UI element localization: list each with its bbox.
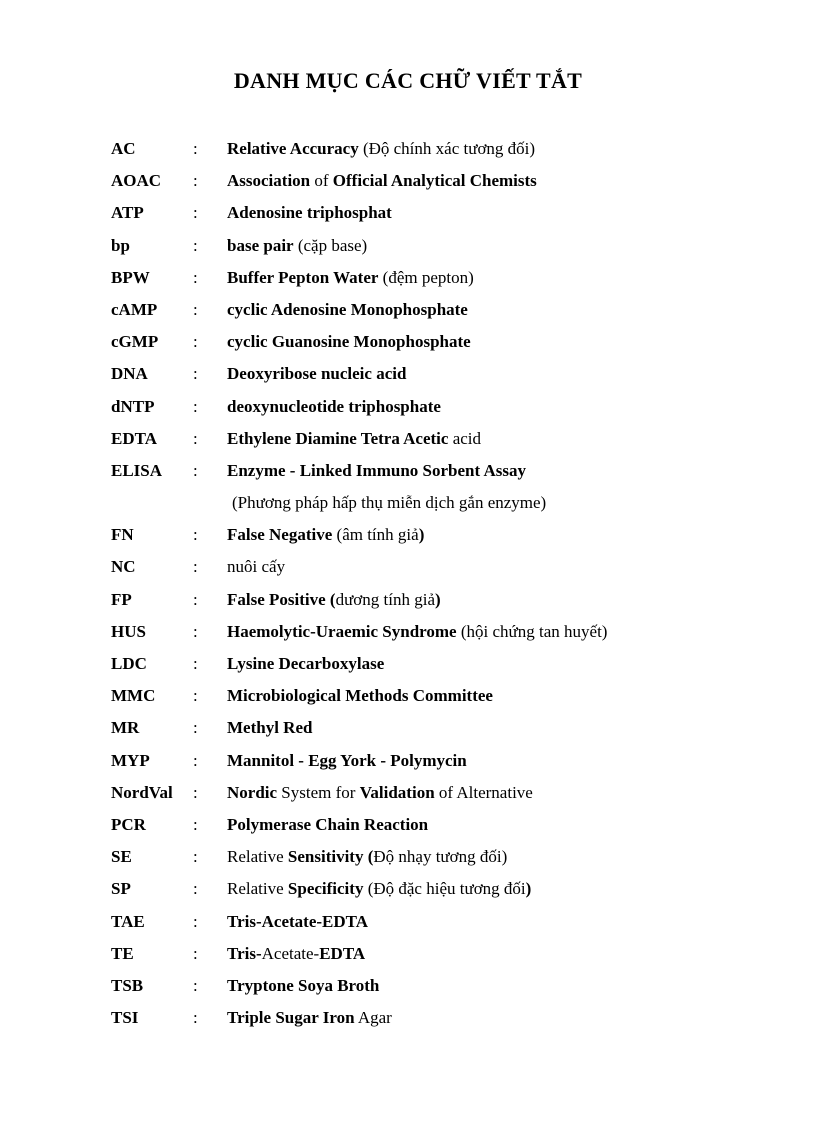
abbreviation-term: MMC — [111, 686, 156, 706]
abbreviation-row — [111, 684, 771, 716]
abbreviation-separator: : — [193, 364, 198, 384]
abbreviation-definition — [227, 684, 493, 708]
abbreviation-definition — [227, 523, 424, 547]
abbreviation-row — [111, 620, 771, 652]
abbreviation-definition — [227, 362, 406, 386]
abbreviation-definition — [227, 330, 471, 354]
abbreviation-separator: : — [193, 267, 198, 287]
abbreviation-separator: : — [193, 621, 198, 641]
abbreviation-separator: : — [193, 911, 198, 931]
definition-segment: base pair — [227, 235, 294, 255]
abbreviation-row — [111, 942, 771, 974]
abbreviation-definition — [227, 427, 481, 451]
abbreviation-row — [111, 877, 771, 909]
abbreviation-definition — [227, 201, 392, 225]
abbreviation-row — [111, 137, 771, 169]
definition-segment: Tris- — [227, 943, 262, 963]
abbreviation-term: cAMP — [111, 299, 158, 319]
definition-segment: Haemolytic-Uraemic Syndrome — [227, 621, 457, 641]
abbreviation-term: FP — [111, 589, 132, 609]
definition-segment: Tryptone Soya Broth — [227, 975, 380, 995]
definition-segment: (Phương pháp hấp thụ miễn dịch gắn enzyme) — [232, 493, 547, 513]
definition-segment: (đệm pepton) — [378, 267, 474, 287]
abbreviation-term: EDTA — [111, 428, 157, 448]
abbreviation-definition — [232, 491, 546, 515]
abbreviation-separator: : — [193, 847, 198, 867]
abbreviation-separator: : — [193, 139, 198, 158]
definition-segment: Official Analytical Chemists — [332, 171, 537, 191]
definition-segment: ) — [525, 879, 532, 899]
abbreviation-row — [111, 362, 771, 394]
abbreviation-separator: : — [193, 879, 198, 899]
abbreviation-row — [111, 845, 771, 877]
definition-segment: Sensitivity ( — [287, 847, 374, 867]
abbreviation-definition — [227, 620, 607, 644]
abbreviation-term: NordVal — [111, 782, 173, 802]
abbreviation-separator: : — [193, 557, 198, 577]
definition-segment: Buffer Pepton Water — [227, 267, 379, 287]
abbreviation-term: SP — [111, 879, 131, 899]
abbreviation-row — [111, 330, 771, 362]
definition-segment: Adenosine triphosphat — [227, 203, 392, 223]
definition-segment: Validation — [359, 782, 435, 802]
abbreviation-separator: : — [193, 1008, 198, 1028]
abbreviation-row — [111, 523, 771, 555]
definition-segment: cyclic Adenosine Monophosphate — [227, 299, 468, 319]
abbreviation-definition — [227, 395, 441, 419]
abbreviation-definition — [227, 877, 531, 901]
definition-segment: System for — [277, 782, 360, 802]
abbreviation-term: FN — [111, 525, 134, 545]
abbreviation-separator: : — [193, 428, 198, 448]
abbreviation-definition — [227, 749, 467, 773]
abbreviation-separator: : — [193, 943, 198, 963]
definition-segment: EDTA — [319, 943, 366, 963]
abbreviation-definition — [227, 781, 533, 805]
abbreviation-separator: : — [193, 654, 198, 673]
abbreviation-term: SE — [111, 847, 132, 867]
abbreviation-definition — [227, 974, 379, 998]
abbreviation-separator: : — [193, 589, 198, 609]
abbreviation-row — [111, 234, 771, 266]
abbreviation-separator: : — [193, 460, 198, 480]
abbreviation-term: BPW — [111, 267, 150, 287]
abbreviation-term: TSI — [111, 1008, 139, 1028]
abbreviation-row — [111, 910, 771, 942]
definition-segment: Độ nhạy tương đối) — [373, 847, 508, 867]
abbreviation-separator: : — [193, 782, 198, 802]
definition-segment: (cặp base) — [293, 235, 368, 255]
page-title: DANH MỤC CÁC CHỮ VIẾT TẮT — [233, 68, 583, 93]
definition-segment: Association — [227, 171, 311, 191]
abbreviation-definition — [227, 298, 468, 322]
definition-segment: nuôi cấy — [227, 557, 286, 577]
definition-segment: Enzyme - Linked Immuno Sorbent Assay — [227, 460, 526, 480]
abbreviation-row — [111, 459, 771, 491]
abbreviation-term: LDC — [111, 654, 147, 673]
definition-segment: Deoxyribose nucleic acid — [227, 364, 407, 384]
abbreviation-term: bp — [111, 235, 130, 255]
definition-segment: Relative Accuracy — [227, 139, 359, 158]
abbreviation-row — [111, 201, 771, 233]
definition-segment: ) — [435, 589, 441, 609]
definition-segment: (âm tính giả — [332, 525, 419, 545]
abbreviation-row — [111, 652, 771, 684]
definition-segment: Relative — [227, 879, 288, 899]
abbreviation-separator: : — [193, 686, 198, 706]
abbreviation-term: dNTP — [111, 396, 155, 416]
abbreviation-definition — [227, 588, 441, 612]
definition-segment: Polymerase Chain Reaction — [227, 814, 429, 834]
abbreviation-term: TAE — [111, 911, 145, 931]
abbreviation-continuation-row — [111, 491, 771, 523]
abbreviation-definition — [227, 813, 428, 837]
abbreviation-separator: : — [193, 235, 198, 255]
abbreviation-row — [111, 1006, 771, 1038]
abbreviation-definition — [227, 910, 368, 934]
abbreviation-row — [111, 427, 771, 459]
definition-segment: deoxynucleotide triphosphate — [227, 396, 441, 416]
definition-segment: Triple Sugar Iron — [227, 1008, 355, 1028]
abbreviation-row — [111, 266, 771, 298]
definition-segment: (Độ chính xác tương đối) — [358, 139, 536, 158]
abbreviation-definition — [227, 652, 384, 676]
abbreviation-row — [111, 781, 771, 813]
definition-segment: Nordic — [227, 782, 278, 802]
abbreviation-list — [111, 137, 771, 1038]
abbreviation-definition — [227, 845, 507, 869]
abbreviation-definition — [227, 234, 367, 258]
abbreviation-definition — [227, 459, 526, 483]
abbreviation-definition — [227, 942, 365, 966]
definition-segment: Tris-Acetate-EDTA — [227, 911, 368, 931]
definition-segment: Lysine Decarboxylase — [227, 654, 385, 673]
definition-segment: cyclic Guanosine Monophosphate — [227, 332, 471, 352]
abbreviation-term: TE — [111, 943, 134, 963]
definition-segment: of — [310, 171, 333, 191]
abbreviation-term: MR — [111, 718, 140, 738]
abbreviation-term: ELISA — [111, 460, 163, 480]
definition-segment: Methyl Red — [227, 718, 313, 738]
abbreviation-separator: : — [193, 750, 198, 770]
abbreviation-term: DNA — [111, 364, 148, 384]
abbreviation-term: AC — [111, 139, 136, 158]
abbreviation-row — [111, 588, 771, 620]
abbreviation-term: cGMP — [111, 332, 159, 352]
abbreviation-term: MYP — [111, 750, 150, 770]
definition-segment: ) — [418, 525, 425, 545]
definition-segment: False Negative — [227, 525, 333, 545]
abbreviation-row — [111, 169, 771, 201]
abbreviation-definition — [227, 266, 474, 290]
definition-segment: dương tính giả — [335, 589, 436, 609]
abbreviation-separator: : — [193, 396, 198, 416]
definition-segment: Ethylene Diamine Tetra Acetic — [227, 428, 449, 448]
abbreviation-row — [111, 298, 771, 330]
abbreviation-separator: : — [193, 525, 198, 545]
abbreviation-separator: : — [193, 171, 198, 191]
abbreviation-term: AOAC — [111, 171, 162, 191]
abbreviation-separator: : — [193, 332, 198, 352]
abbreviation-term: NC — [111, 557, 136, 577]
definition-segment: False Positive ( — [227, 589, 336, 609]
abbreviation-term: PCR — [111, 814, 146, 834]
abbreviation-row — [111, 716, 771, 748]
abbreviation-definition — [227, 716, 312, 740]
definition-segment: Microbiological Methods Committee — [227, 686, 493, 706]
definition-segment: Specificity — [287, 879, 364, 899]
abbreviation-separator: : — [193, 814, 198, 834]
definition-segment: Acetate- — [261, 943, 320, 963]
abbreviation-row — [111, 749, 771, 781]
definition-segment: Mannitol - Egg York - Polymycin — [227, 750, 467, 770]
definition-segment: Agar — [354, 1008, 392, 1028]
abbreviation-definition — [227, 555, 285, 579]
abbreviation-term: ATP — [111, 203, 144, 223]
abbreviation-definition — [227, 1006, 392, 1030]
definition-segment: (Độ đặc hiệu tương đối — [363, 879, 526, 899]
abbreviation-row — [111, 395, 771, 427]
definition-segment: Relative — [227, 847, 288, 867]
abbreviation-separator: : — [193, 718, 198, 738]
abbreviation-row — [111, 555, 771, 587]
abbreviation-row — [111, 813, 771, 845]
abbreviation-definition — [227, 169, 537, 193]
abbreviation-separator: : — [193, 299, 198, 319]
abbreviation-term: HUS — [111, 621, 146, 641]
abbreviation-definition — [227, 137, 535, 161]
abbreviation-term: TSB — [111, 975, 144, 995]
definition-segment: (hội chứng tan huyết) — [456, 621, 608, 641]
abbreviation-separator: : — [193, 203, 198, 223]
abbreviation-separator: : — [193, 975, 198, 995]
definition-segment: of Alternative — [434, 782, 533, 802]
abbreviation-row — [111, 974, 771, 1006]
definition-segment: acid — [448, 428, 482, 448]
